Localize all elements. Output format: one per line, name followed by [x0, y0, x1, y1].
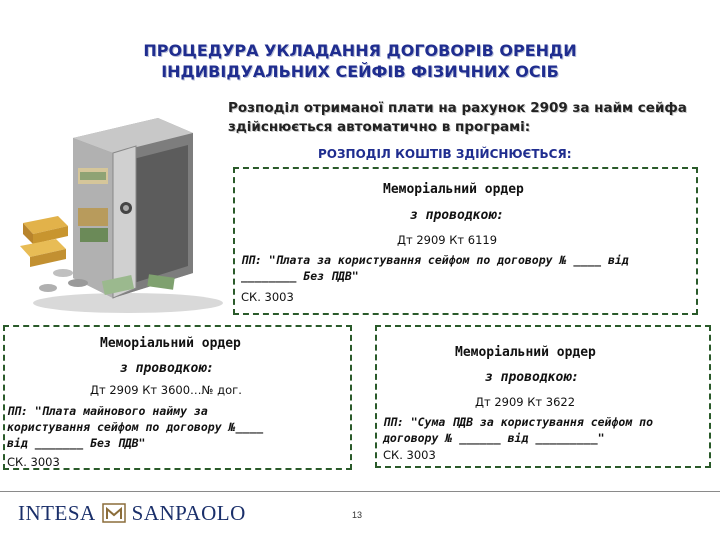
- order-title: Меморіальний ордер: [100, 336, 241, 351]
- payment-purpose-line-3: від _______ Без ПДВ": [7, 436, 146, 450]
- order-subtitle: з проводкою:: [120, 361, 214, 376]
- order-ck: СК. 3003: [383, 448, 436, 462]
- payment-purpose-line-2: ________ Без ПДВ": [241, 269, 359, 283]
- page-title: [60, 40, 660, 82]
- payment-purpose-line-1: ПП: "Плата майнового найму за: [7, 404, 208, 418]
- order-accounts: Дт 2909 Кт 3600…№ дог.: [90, 383, 242, 397]
- order-subtitle: з проводкою:: [485, 370, 579, 385]
- footer-divider: [0, 491, 720, 492]
- logo-mark-icon: [102, 503, 126, 523]
- memorial-order-box-1: [233, 167, 698, 315]
- order-payment-purpose: [383, 414, 653, 446]
- intesa-sanpaolo-logo: [18, 502, 246, 524]
- intro-line-1: Розподіл отриманої плати на рахунок 2909 за найм сейфа: [228, 100, 687, 116]
- order-ck: СК. 3003: [7, 455, 60, 469]
- payment-purpose-line-1: ПП: "Плата за користування сейфом по договору № ____ від: [241, 253, 629, 267]
- order-payment-purpose: [241, 252, 629, 284]
- payment-purpose-line-2: користування сейфом по договору №____: [7, 420, 264, 434]
- distribution-heading: РОЗПОДІЛ КОШТІВ ЗДІЙСНЮЄТЬСЯ:: [318, 147, 572, 161]
- order-accounts: Дт 2909 Кт 3622: [475, 395, 576, 409]
- order-accounts: Дт 2909 Кт 6119: [397, 233, 498, 247]
- payment-purpose-line-1: ПП: "Сума ПДВ за користування сейфом по: [383, 415, 654, 429]
- intro-text: [228, 99, 708, 137]
- order-title: Меморіальний ордер: [383, 182, 524, 197]
- payment-purpose-line-2: договору № ______ від _________": [383, 431, 605, 445]
- page-number: 13: [352, 510, 363, 520]
- order-title: Меморіальний ордер: [455, 345, 596, 360]
- logo-text-left: INTESA: [18, 500, 96, 525]
- intro-line-2: здійснюється автоматично в програмі:: [228, 119, 531, 135]
- memorial-order-box-3: [375, 325, 711, 468]
- order-payment-purpose: [7, 403, 263, 451]
- logo-text-right: SANPAOLO: [131, 500, 246, 525]
- memorial-order-box-2: [3, 325, 352, 470]
- safe-illustration: [18, 98, 223, 316]
- title-line-2: ІНДИВІДУАЛЬНИХ СЕЙФІВ ФІЗИЧНИХ ОСІБ: [161, 62, 559, 81]
- order-subtitle: з проводкою:: [410, 208, 504, 223]
- title-line-1: ПРОЦЕДУРА УКЛАДАННЯ ДОГОВОРІВ ОРЕНДИ: [143, 41, 577, 60]
- order-ck: СК. 3003: [241, 290, 294, 304]
